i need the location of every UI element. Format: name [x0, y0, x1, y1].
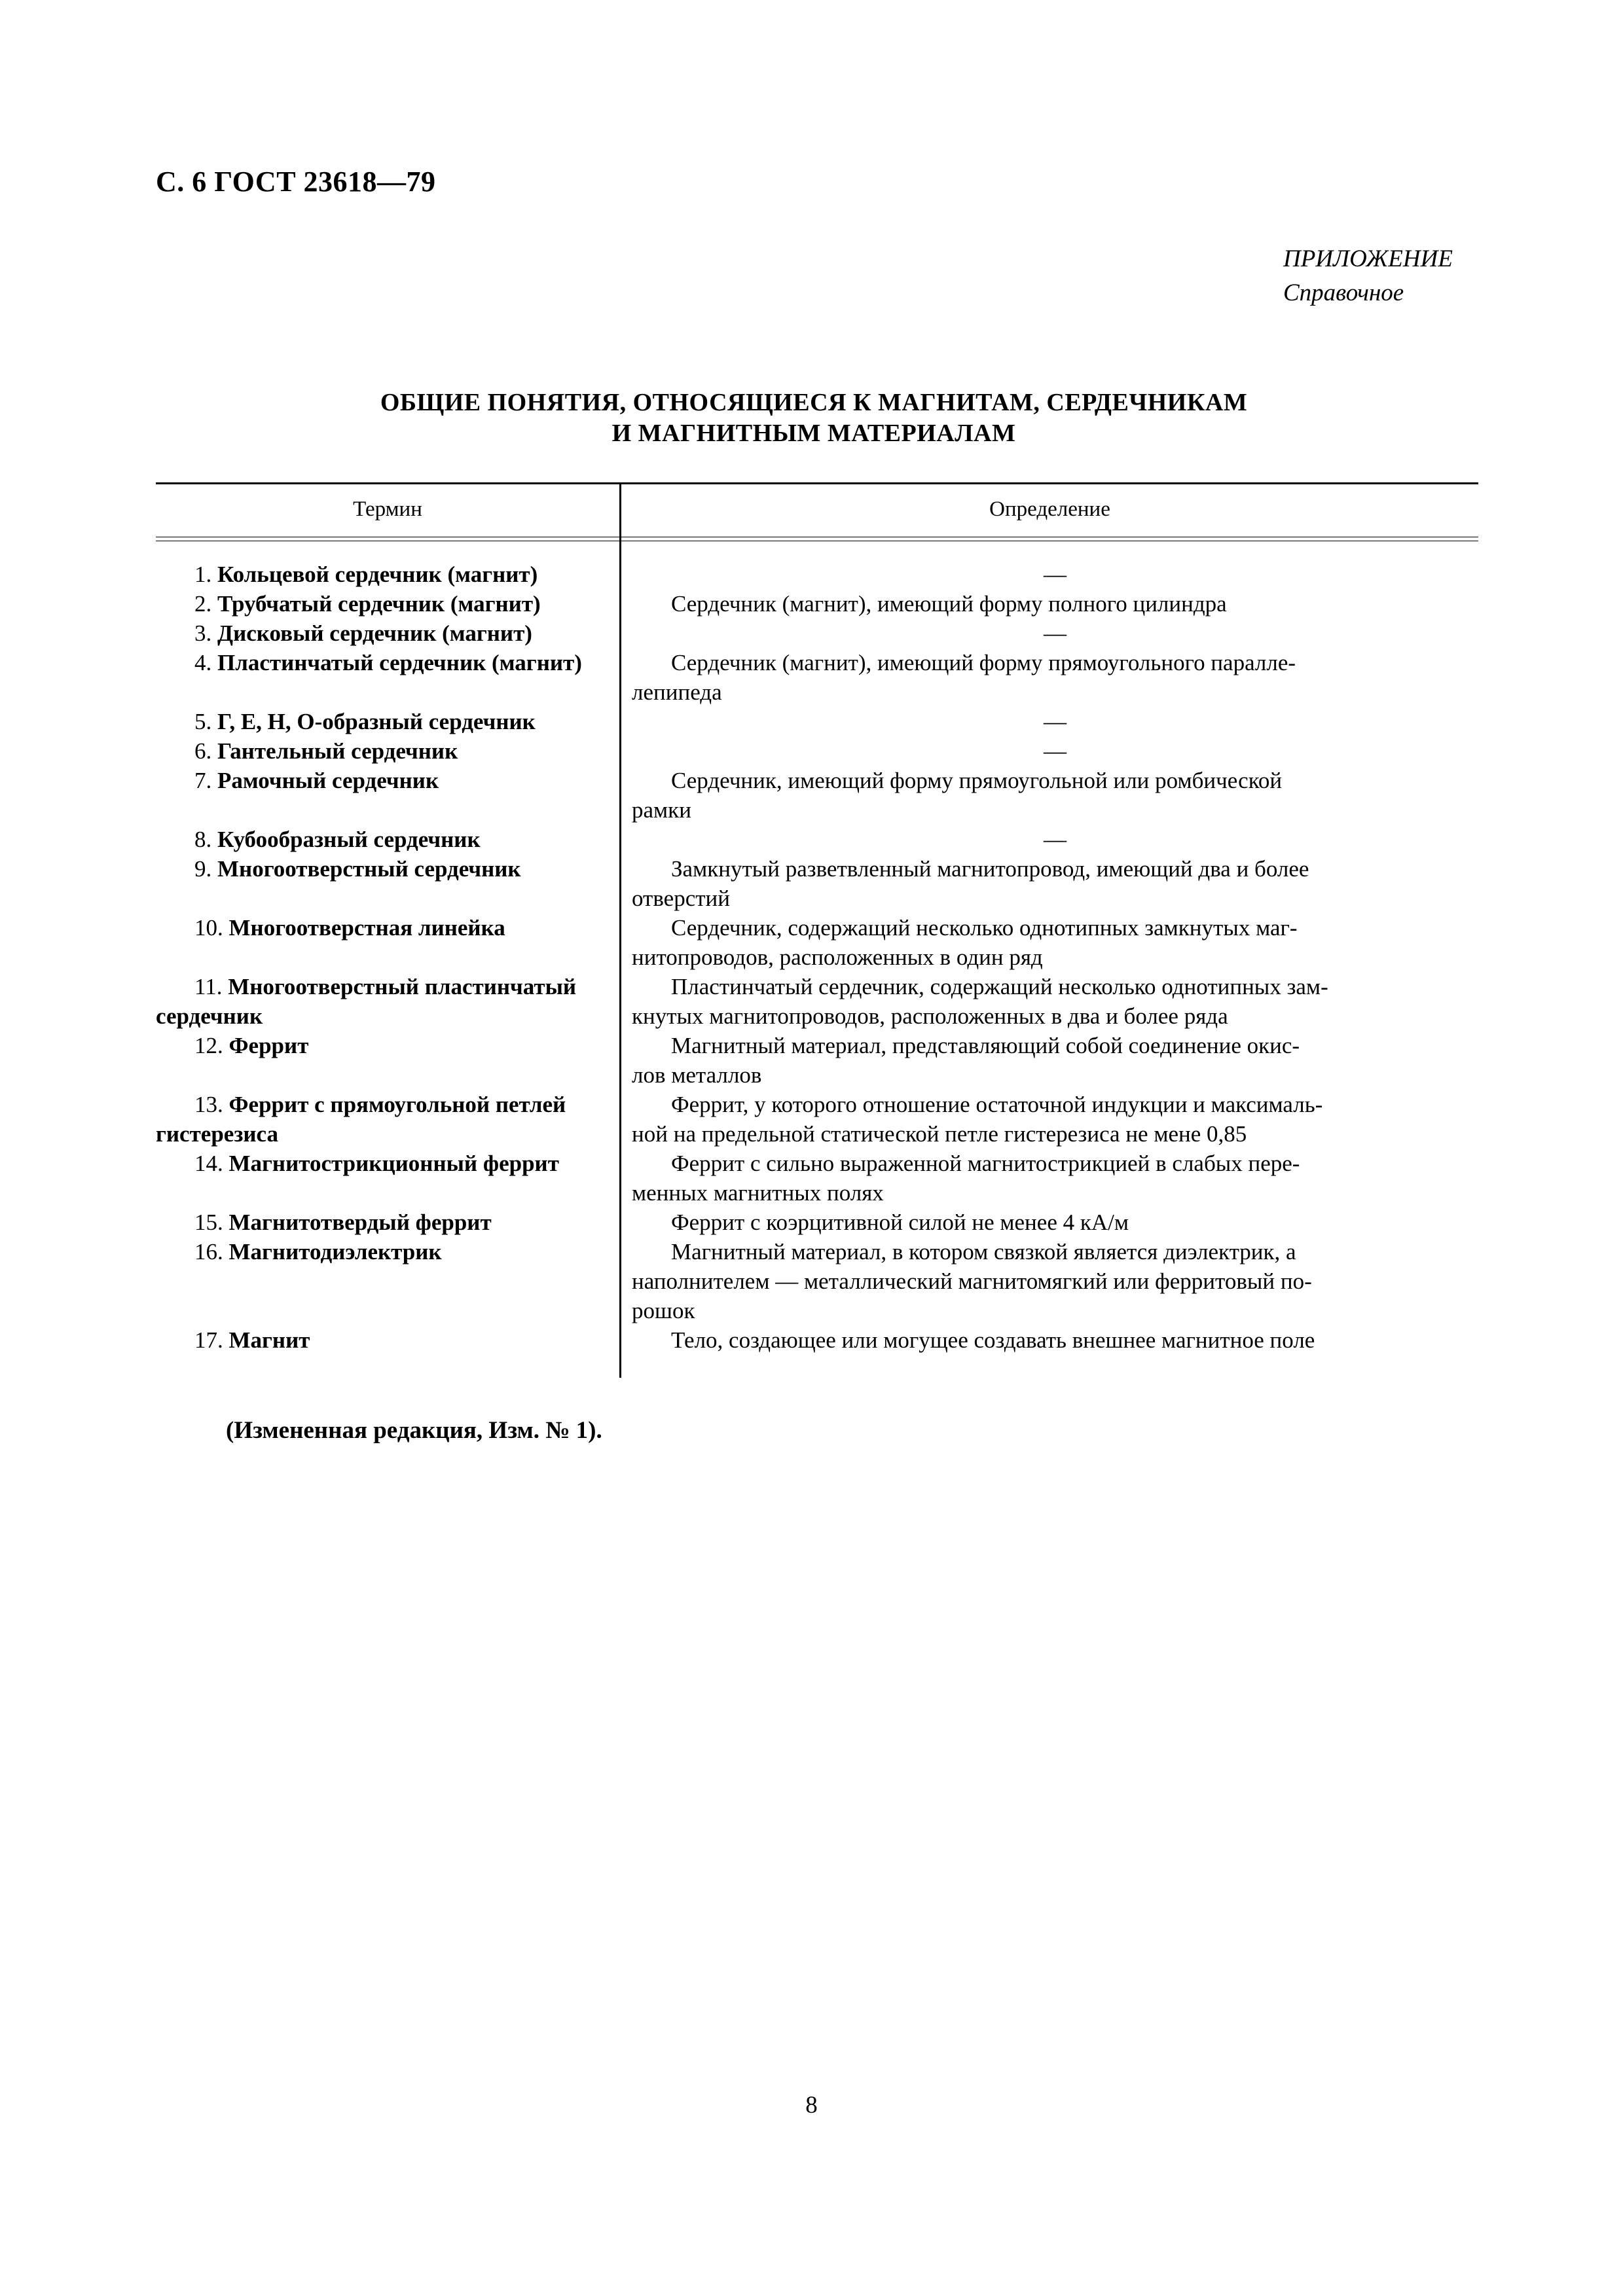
term-number: 10. [194, 915, 223, 941]
term-cell [156, 1149, 653, 1178]
term-cell [156, 972, 614, 1031]
term-number: 8. [194, 827, 212, 852]
term-number: 4. [194, 650, 212, 675]
definition-line: Замкнутый разветвленный магнитопровод, имеющий два и более [671, 856, 1309, 882]
definition-cell [632, 766, 1478, 825]
term-number: 7. [194, 768, 212, 793]
term-text: Гантельный сердечник [217, 738, 458, 764]
definition-cell [632, 648, 1478, 707]
definition-cell [632, 913, 1478, 972]
term-cell [156, 707, 653, 736]
column-header-term: Термин [353, 497, 422, 521]
definition-line: Магнитный материал, в котором связкой является диэлектрик, а [671, 1239, 1296, 1265]
definition-line: Сердечник (магнит), имеющий форму прямоугольного паралле- [671, 650, 1296, 675]
definition-cell: — [1044, 562, 1067, 587]
definition-text: Сердечник (магнит), имеющий форму полного цилиндра [671, 591, 1227, 617]
definition-line: лов металлов [632, 1062, 762, 1088]
definition-line: Феррит с сильно выраженной магнитострикцией в слабых пере- [671, 1151, 1300, 1176]
term-number: 5. [194, 709, 212, 734]
term-cell [156, 648, 653, 677]
term-cell [156, 1090, 614, 1149]
term-text-continued: гистерезиса [156, 1121, 279, 1147]
term-text: Многоотверстный сердечник [217, 856, 521, 882]
term-text: Магнитострикционный феррит [228, 1151, 559, 1176]
definition-cell: — [1044, 738, 1067, 764]
amendment-note: (Измененная редакция, Изм. № 1). [226, 1417, 602, 1444]
term-cell [156, 1325, 653, 1355]
term-text: Магнитотвердый феррит [228, 1210, 492, 1235]
term-text: Г, Е, Н, О-образный сердечник [217, 709, 536, 734]
term-number: 14. [194, 1151, 223, 1176]
definition-line: кнутых магнитопроводов, расположенных в два и более ряда [632, 1003, 1228, 1029]
title-line-2: И МАГНИТНЫМ МАТЕРИАЛАМ [611, 420, 1016, 447]
definition-line: рошок [632, 1298, 695, 1323]
document-title [156, 387, 1472, 449]
term-text: Феррит [228, 1033, 309, 1058]
definition-line: рамки [632, 797, 691, 823]
term-cell [156, 913, 653, 942]
definition-cell: — [1044, 709, 1067, 734]
term-text: Многоотверстный пластинчатый [228, 974, 577, 999]
appendix-title: ПРИЛОЖЕНИЕ [1283, 245, 1453, 272]
definition-line: менных магнитных полях [632, 1180, 884, 1206]
term-text: Дисковый сердечник (магнит) [217, 620, 532, 646]
term-number: 16. [194, 1239, 223, 1265]
term-number: 15. [194, 1210, 223, 1235]
table-header-double-rule [156, 537, 1478, 541]
term-cell [156, 1237, 653, 1266]
term-number: 11. [194, 974, 223, 999]
term-number: 12. [194, 1033, 223, 1058]
definition-cell [632, 854, 1478, 913]
appendix-label [1283, 242, 1453, 310]
definition-line: Сердечник, содержащий несколько однотипных замкнутых маг- [671, 915, 1298, 941]
term-number: 3. [194, 620, 212, 646]
term-cell [156, 619, 653, 648]
term-text: Трубчатый сердечник (магнит) [217, 591, 541, 617]
definition-line: ной на предельной статической петле гистерезиса не мене 0,85 [632, 1121, 1247, 1147]
term-cell [156, 1031, 653, 1060]
term-text: Многоотверстная линейка [228, 915, 505, 941]
title-line-1: ОБЩИЕ ПОНЯТИЯ, ОТНОСЯЩИЕСЯ К МАГНИТАМ, СЕРДЕЧНИКАМ [380, 389, 1248, 416]
definition-cell [632, 972, 1478, 1031]
term-cell [156, 825, 653, 854]
definition-line: Феррит, у которого отношение остаточной индукции и максималь- [671, 1092, 1323, 1117]
term-cell [156, 736, 653, 766]
term-cell [156, 1208, 653, 1237]
term-text: Магнит [228, 1327, 310, 1353]
term-number: 13. [194, 1092, 223, 1117]
term-cell [156, 589, 653, 619]
term-text: Рамочный сердечник [217, 768, 439, 793]
appendix-type: Справочное [1283, 279, 1404, 306]
term-number: 6. [194, 738, 212, 764]
definition-line: нитопроводов, расположенных в один ряд [632, 944, 1043, 970]
definition-cell [632, 1149, 1478, 1208]
page-number: 8 [805, 2092, 818, 2119]
definition-cell [632, 1325, 1478, 1355]
term-text-continued: сердечник [156, 1003, 263, 1029]
term-number: 1. [194, 562, 212, 587]
term-cell [156, 766, 653, 795]
definition-cell [632, 1090, 1478, 1149]
term-text: Кольцевой сердечник (магнит) [217, 562, 538, 587]
term-cell [156, 560, 653, 589]
definition-line: наполнителем — металлический магнитомягкий или ферритовый по- [632, 1268, 1312, 1294]
definition-cell: — [1044, 827, 1067, 852]
definition-cell: — [1044, 620, 1067, 646]
table-top-rule [156, 482, 1478, 484]
definition-cell [632, 1237, 1478, 1325]
definition-cell [632, 589, 1478, 619]
term-text: Кубообразный сердечник [217, 827, 481, 852]
term-number: 9. [194, 856, 212, 882]
definition-cell [632, 1031, 1478, 1090]
definition-line: отверстий [632, 886, 730, 911]
definition-line: Магнитный материал, представляющий собой соединение окис- [671, 1033, 1300, 1058]
definition-text: Тело, создающее или могущее создавать внешнее магнитное поле [671, 1327, 1315, 1353]
definition-line: Сердечник, имеющий форму прямоугольной или ромбической [671, 768, 1283, 793]
column-header-definition: Определение [989, 497, 1110, 521]
definition-text: Феррит с коэрцитивной силой не менее 4 кА/м [671, 1210, 1129, 1235]
page-header: С. 6 ГОСТ 23618—79 [156, 166, 436, 198]
term-text: Пластинчатый сердечник (магнит) [217, 650, 582, 675]
term-text: Магнитодиэлектрик [228, 1239, 442, 1265]
definition-line: Пластинчатый сердечник, содержащий несколько однотипных зам- [671, 974, 1328, 999]
term-text: Феррит с прямоугольной петлей [228, 1092, 566, 1117]
definition-cell [632, 1208, 1478, 1237]
term-number: 17. [194, 1327, 223, 1353]
term-number: 2. [194, 591, 212, 617]
term-cell [156, 854, 653, 884]
definition-line: лепипеда [632, 679, 722, 705]
